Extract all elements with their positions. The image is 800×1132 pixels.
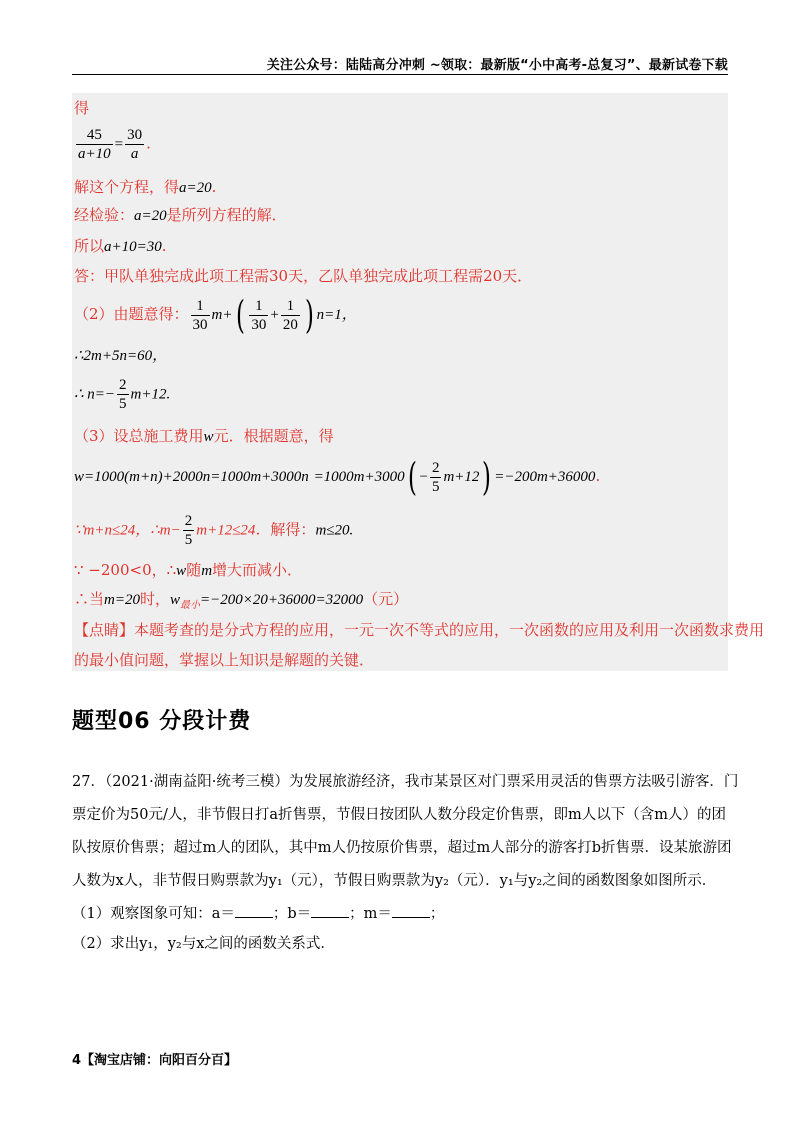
solution-line-15: 【点睛】本题考查的是分式方程的应用，一元一次不等式的应用，一次函数的应用及利用一次函数求费用 xyxy=(74,621,765,639)
solution-line-16: 的最小值问题，掌握以上知识是解题的关键． xyxy=(74,651,375,669)
question-line-4: 人数为x人，非节假日购票款为y₁（元），节假日购票款为y₂（元）．y₁与y₂之间的函数图象如图所示． xyxy=(72,873,717,889)
section-title: 题型06 分段计费 xyxy=(72,709,252,734)
solution-line-1: 得 xyxy=(74,99,90,117)
solution-line-7: （2）由题意得： $\frac{1}{30}$ m+( $\frac{1}{30}$ + $\frac{1}{20}$ ) n=1， xyxy=(74,293,357,337)
question-line-6: （2）求出y₁，y₂与x之间的函数关系式． xyxy=(72,936,335,952)
header-rule xyxy=(72,74,728,75)
solution-line-3: 解这个方程，得a=20. xyxy=(74,178,217,196)
solution-line-6: 答：甲队单独完成此项工程需30天，乙队单独完成此项工程需20天． xyxy=(74,267,533,285)
solution-line-9: ∴ n=− $\frac{2}{5}$ m+12. xyxy=(74,377,171,412)
question-line-1: 27．（2021·湖南益阳·统考三模）为发展旅游经济，我市某景区对门票采用灵活的售票方法吸引游客．门 xyxy=(72,774,739,790)
question-line-3: 队按原价售票；超过m人的团队，其中m人仍按原价售票，超过m人部分的游客打b折售票．设某旅游团 xyxy=(72,840,732,856)
solution-line-4: 经检验：a=20是所列方程的解． xyxy=(74,206,287,224)
solution-line-5: 所以a+10=30. xyxy=(74,237,167,255)
fraction: $\frac{30}{a}$ xyxy=(127,127,143,162)
question-line-2: 票定价为50元/人，非节假日打a折售票，节假日按团队人数分段定价售票，即m人以下（含m人）的团 xyxy=(72,807,726,823)
solution-line-13: ∵ −200<0，∴w随m增大而减小． xyxy=(74,561,303,579)
solution-line-2: $\frac{45}{a+10}$ = $\frac{30}{a}$ . xyxy=(78,127,151,162)
solution-line-12: ∵m+n≤24，∴m− $\frac{2}{5}$ m+12≤24．解得：m≤20. xyxy=(74,513,354,548)
solution-line-11: w=1000(m+n)+2000n=1000m+3000n =1000m+3000( − $\frac{2}{5}$ m+12) =−200m+36000. xyxy=(74,455,601,499)
page-header: 关注公众号：陆陆高分冲刺 ~领取：最新版“小中高考-总复习”、最新试卷下载 xyxy=(266,58,728,73)
answer-blank-m[interactable] xyxy=(392,903,430,918)
fraction: $\frac{45}{a+10}$ xyxy=(78,127,111,162)
solution-line-8: ∴2m+5n=60， xyxy=(74,348,168,364)
solution-line-14: ∴当m=20时，$w_{最小}=-200\times 20+36000=32000$（元） xyxy=(74,590,409,611)
answer-blank-b[interactable] xyxy=(311,903,349,918)
solution-line-10: （3）设总施工费用w元．根据题意，得 xyxy=(74,427,334,445)
page-footer: 4【淘宝店铺：向阳百分百】 xyxy=(72,1053,238,1068)
answer-blank-a[interactable] xyxy=(235,903,273,918)
question-line-5: （1）观察图象可知：a＝ ；b＝ ；m＝ ； xyxy=(72,903,444,924)
